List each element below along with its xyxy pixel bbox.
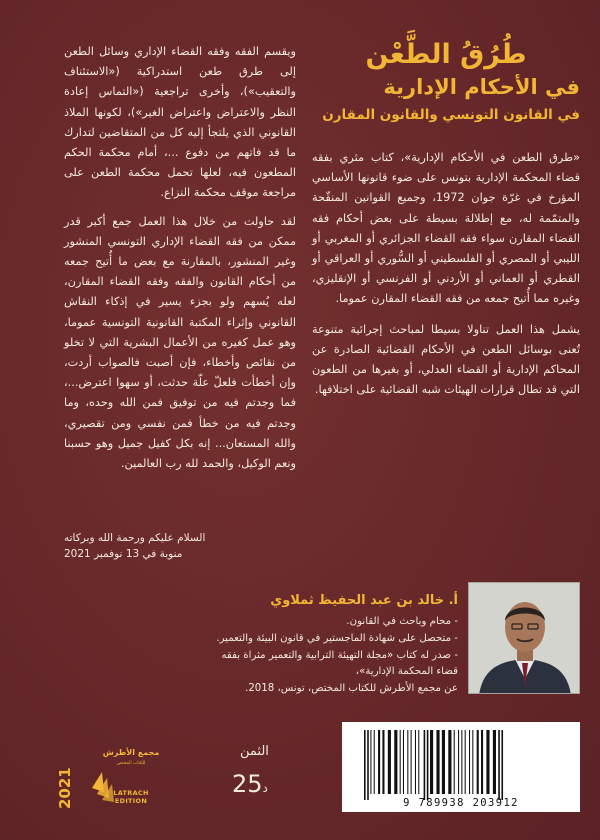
book-title-line1: طُرُقُ الطَّعْن: [365, 39, 527, 70]
author-bio: [200, 614, 458, 698]
barcode-bar: [407, 730, 408, 794]
signoff: [64, 530, 296, 562]
barcode-bar: [498, 730, 500, 800]
book-subtitle: في القانون التونسي والقانون المقارن: [322, 107, 580, 123]
barcode-bar: [465, 730, 466, 794]
barcode-bar: [394, 730, 397, 794]
right-text-column: [312, 148, 580, 408]
barcode-bar: [481, 730, 483, 794]
publication-year: 2021: [56, 767, 74, 809]
author-photo: [468, 582, 580, 694]
isbn-digits: 9 789938 203912: [403, 797, 519, 809]
author-bio-line: - محام وباحث في القانون.: [346, 616, 458, 627]
barcode-bar: [370, 730, 371, 794]
barcode-bar: [418, 730, 419, 794]
price-currency: د: [262, 781, 268, 795]
barcode-bar: [454, 730, 455, 794]
barcode-bar: [374, 730, 375, 794]
barcode-bar: [486, 730, 489, 794]
signoff-greeting: السلام عليكم ورحمة الله وبركاته: [64, 532, 206, 544]
barcode-bar: [411, 730, 412, 794]
book-title-line2: في الأحكام الإدارية: [383, 75, 580, 99]
barcode-bar: [424, 730, 426, 800]
barcode-bar: [469, 730, 470, 794]
author-bio-line: عن مجمع الأطرش للكتاب المختص، تونس، 2018.: [245, 683, 458, 694]
left-paragraph-1: ويقسم الفقه وفقه القضاء الإداري وسائل الطعن إلى طرق طعن استدراكية («الاستئناف والتعقيب»)، وأخرى تراجعية («التماس إعادة النظر والاعتراض واعتراض الغير»)، لكونها الملاذ القانوني الذي يلتجأ إليه كل من المتقاضين لتدارك ما قد فاتهم من دفوع ...، أمام محكمة الحكم المطعون فيه، لعلها تحمل محكمة الطعن على مراجعة موقف محكمة النزاع.: [64, 45, 296, 200]
title-block: [312, 38, 580, 126]
barcode-bar: [461, 730, 462, 794]
barcode-bar: [378, 730, 380, 794]
barcode-bar: [415, 730, 416, 794]
barcode-bar: [403, 730, 404, 794]
barcode-bar: [388, 730, 391, 794]
price-label: الثمن: [240, 744, 269, 759]
signoff-place-date: منوبة في 13 نوفمبر 2021: [64, 548, 183, 560]
barcode-bar: [477, 730, 479, 794]
barcode-bar: [493, 730, 496, 794]
author-portrait-icon: [469, 583, 580, 694]
left-paragraph-2: لقد حاولت من خلال هذا العمل جمع أكبر قدر ممكن من فقه القضاء الإداري التونسي المنشور وغير المنشور، بالمقارنة مع بعض ما أُتيح جمعه من أحكام القانون والفقه وفقه القضاء المقارن، لعله يُسهم ولو بجزء يسير في إذكاء النقاش القانوني وإثراء المكتبة القانونية التونسية عموما، وهو عمل كغيره من الأعمال البشرية التي لا تخلو من نقائص وأخطاء، فإن أصبت فالصواب أردت، وإن أخطأت فلعلّ علّة حدثت، أو سهوا اعترض...، فما وجدتم فيه من توفيق فمن الله وحده، وما وجدتم فيه من خطأ فمن نفسي ومن تقصيري، والله المستعان... إنه بكل كفيل جميل وهو حسبنا ونعم الوكيل، والحمد لله رب العالمين.: [64, 214, 296, 471]
right-paragraph-2: يشمل هذا العمل تناولا بسيطا لمباحث إجرائية متنوعة تُعنى بوسائل الطعن في الأحكام القضائية الصادرة عن المحاكم الإدارية أو القضاء العدلي، أو بغيرها من الطعون التي قد تطال قرارات الهيئات شبه القضائية على اختلافها.: [312, 322, 580, 397]
isbn-barcode: [342, 722, 580, 812]
price-value: [232, 770, 268, 798]
publisher-name: مجمع الأطرش: [102, 748, 160, 757]
publisher-latin-name: LATRACH EDITION: [113, 789, 149, 805]
barcode-bar: [364, 730, 366, 800]
barcode-bar: [436, 730, 439, 794]
barcode-bar: [442, 730, 445, 794]
right-paragraph-1: «طرق الطعن في الأحكام الإدارية»، كتاب مثري بفقه قضاء المحكمة الإدارية بتونس على ضوء قانونها الأساسي المؤرخ في غرّة جوان 1972، وجميع القوانين المنقّحة والمتمّمة له، مع إطلالة بسيطة على بعض أحكام فقه القضاء المقارن سواء فقه القضاء الجزائري أو المغربي أو الليبي أو المصري أو الفلسطيني أو السُّوري أو العراقي أو القطري أو العماني أو الأردني أو الفرنسي أو الإنقليزي، وغيره مما أُتيح جمعه من فقه القضاء المقارن عموما.: [312, 151, 580, 306]
barcode-bar: [367, 730, 369, 800]
barcode-bar: [458, 730, 459, 794]
publisher-tagline: للكتاب المختص: [116, 761, 146, 766]
left-text-column: [64, 42, 296, 482]
author-bio-line: - متحصل على شهادة الماجستير في قانون البيئة والتعمير.: [216, 633, 458, 644]
barcode-bar: [400, 730, 401, 794]
barcode-bar: [448, 730, 451, 794]
barcode-bar: [430, 730, 433, 794]
barcode-bar: [501, 730, 503, 800]
barcode-bar: [472, 730, 473, 794]
author-name: أ. خالد بن عبد الحفيظ ثملاوي: [270, 593, 458, 608]
author-bio-line: - صدر له كتاب «مجلة التهيئة الترابية والتعمير مثراة بفقه قضاء المحكمة الإدارية»،: [221, 650, 458, 677]
barcode-bar: [427, 730, 429, 800]
barcode-bar: [382, 730, 384, 794]
price-amount: 25: [232, 770, 263, 798]
